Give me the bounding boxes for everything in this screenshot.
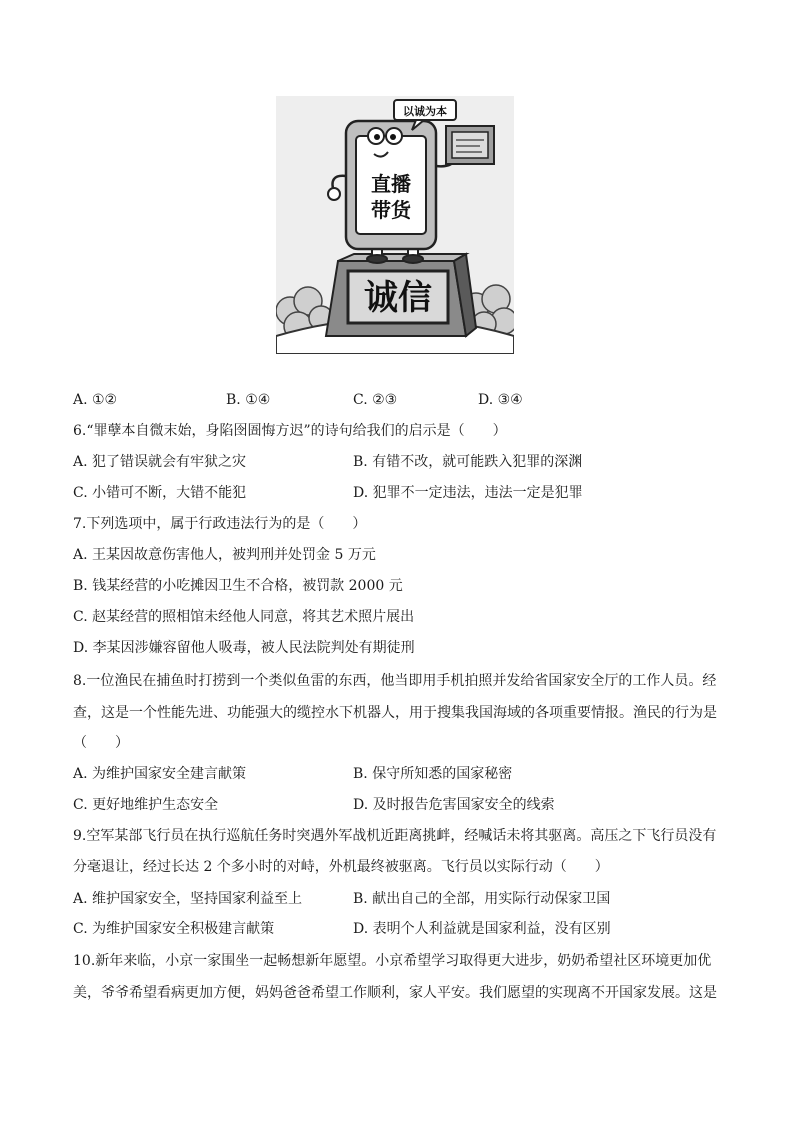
q8-stem-line2: 查，这是一个性能先进、功能强大的缆控水下机器人，用于搜集我国海域的各项重要情报。渔民的行为是 <box>73 705 717 721</box>
q6-stem: 6.“罪孽本自微末始，身陷囹圄悔方迟”的诗句给我们的启示是（ ） <box>73 423 507 439</box>
q8-option-d: D. 及时报告危害国家安全的线索 <box>353 797 555 813</box>
q8-stem-line1: 8.一位渔民在捕鱼时打捞到一个类似鱼雷的东西，他当即用手机拍照并发给省国家安全厅的工作人员。经 <box>73 673 717 689</box>
honesty-livestream-illustration <box>276 96 514 354</box>
q8-stem-line3: （ ） <box>73 735 129 751</box>
q9-stem-line1: 9.空军某部飞行员在执行巡航任务时突遇外军战机近距离挑衅，经喊话未将其驱离。高压之下飞行员没有 <box>73 828 717 844</box>
pedestal <box>326 254 476 336</box>
held-screen <box>446 126 494 164</box>
q8-option-b: B. 保守所知悉的国家秘密 <box>353 766 513 782</box>
phone-text-line1: 直播 <box>371 172 411 196</box>
q6-option-b: B. 有错不改，就可能跌入犯罪的深渊 <box>353 454 583 470</box>
pedestal-text: 诚信 <box>364 278 432 318</box>
q9-option-b: B. 献出自己的全部，用实际行动保家卫国 <box>353 891 611 907</box>
phone-text-line2: 带货 <box>371 198 411 222</box>
q6-option-a: A. 犯了错误就会有牢狱之灾 <box>73 454 247 470</box>
q6-option-d: D. 犯罪不一定违法，违法一定是犯罪 <box>353 485 583 501</box>
q5-option-b: B. ①④ <box>226 392 271 408</box>
q9-option-a: A. 维护国家安全，坚持国家利益至上 <box>73 891 303 907</box>
q6-option-c: C. 小错可不断，大错不能犯 <box>73 485 247 501</box>
q10-stem-line1: 10.新年来临，小京一家围坐一起畅想新年愿望。小京希望学习取得更大进步，奶奶希望社区环境更加优 <box>73 953 712 969</box>
q9-option-c: C. 为维护国家安全积极建言献策 <box>73 921 275 937</box>
q8-option-a: A. 为维护国家安全建言献策 <box>73 766 247 782</box>
q9-option-d: D. 表明个人利益就是国家利益，没有区别 <box>353 921 611 937</box>
q5-option-a: A. ①② <box>73 392 118 408</box>
q10-stem-line2: 美，爷爷希望看病更加方便，妈妈爸爸希望工作顺利，家人平安。我们愿望的实现离不开国家发展。这是 <box>73 985 717 1001</box>
speech-bubble-text: 以诚为本 <box>403 105 447 118</box>
q7-stem: 7.下列选项中，属于行政违法行为的是（ ） <box>73 516 367 532</box>
phone-character <box>328 121 456 249</box>
q8-option-c: C. 更好地维护生态安全 <box>73 797 219 813</box>
q5-option-c: C. ②③ <box>353 392 398 408</box>
q7-option-a: A. 王某因故意伤害他人，被判刑并处罚金 5 万元 <box>73 547 376 563</box>
q7-option-b: B. 钱某经营的小吃摊因卫生不合格，被罚款 2000 元 <box>73 578 403 594</box>
q9-stem-line2: 分毫退让，经过长达 2 个多小时的对峙，外机最终被驱离。飞行员以实际行动（ ） <box>73 859 609 875</box>
q7-option-c: C. 赵某经营的照相馆未经他人同意，将其艺术照片展出 <box>73 609 415 625</box>
q7-option-d: D. 李某因涉嫌容留他人吸毒，被人民法院判处有期徒刑 <box>73 640 415 656</box>
q5-option-d: D. ③④ <box>478 392 523 408</box>
